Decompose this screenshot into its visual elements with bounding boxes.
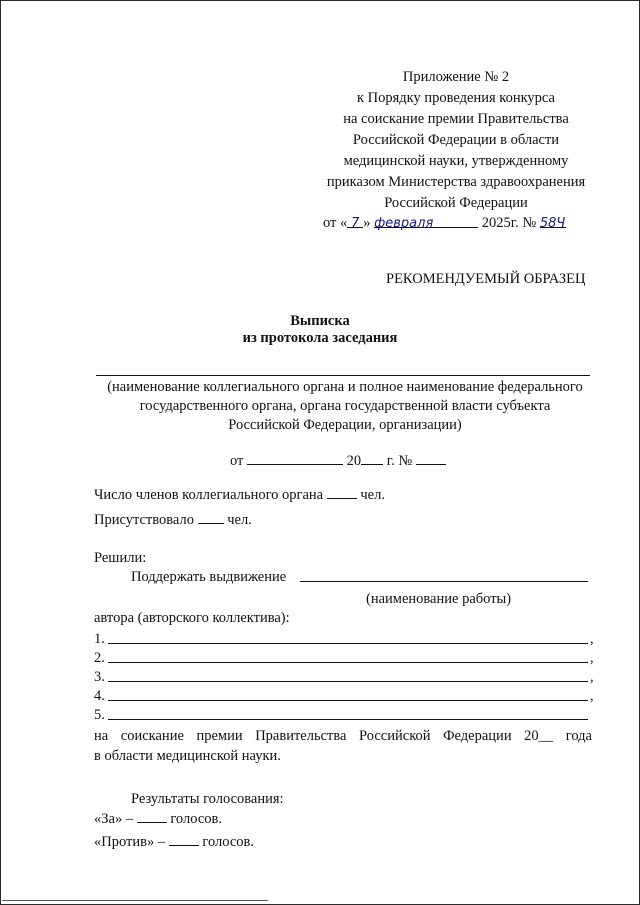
author-number: 5. [94,707,105,723]
sample-label: РЕКОМЕНДУЕМЫЙ ОБРАЗЕЦ [386,271,586,287]
nomination-line: в области медицинской науки. [94,748,281,764]
author-number: 4. [94,688,105,704]
members-count-unit: чел. [360,487,385,503]
footer-divider [2,900,268,901]
order-number-field [539,214,566,231]
vote-against-line [94,832,254,851]
header-line: Российской Федерации в области [352,132,560,148]
work-name-line [300,581,588,582]
author-line [108,700,588,701]
vote-against-field [169,832,199,846]
authors-label: автора (авторского коллектива): [94,610,290,626]
author-comma: , [590,631,594,647]
support-label: Поддержать выдвижение [131,569,287,585]
author-number: 1. [94,631,105,647]
protocol-date-line [230,451,446,470]
header-line: Приложение № 2 [402,69,510,85]
work-caption: (наименование работы) [366,591,512,607]
author-number: 3. [94,669,105,685]
vote-for-unit: голосов. [170,811,222,827]
order-month-field [374,214,478,231]
vote-against-unit: голосов. [202,834,255,850]
voting-heading: Результаты голосования: [131,791,284,807]
header-line: на соискание премии Правительства [343,111,569,127]
order-day: 7 [351,216,360,231]
author-line [108,662,588,663]
order-number: 58Ч [539,216,566,231]
order-date-mid: » [363,215,371,231]
protocol-year-field [361,451,383,465]
author-comma: , [590,688,594,704]
protocol-number-field [416,451,446,465]
vote-for-line [94,809,222,828]
doc-title: Выписка [290,313,350,329]
members-count-field [327,485,357,499]
vote-against-label: «Против» – [94,834,166,850]
header-line: медицинской науки, утвержденному [343,153,569,169]
protocol-date-prefix: от [230,453,244,469]
author-line [108,719,588,720]
order-month: февраля [374,216,434,231]
members-count-line [94,485,385,504]
order-g-no: г. № [510,215,537,231]
org-caption-line: государственного органа, органа государственной власти субъекта [139,398,551,414]
author-line [108,681,588,682]
org-name-line [96,375,590,376]
author-comma: , [590,650,594,666]
decision-heading: Решили: [94,550,147,566]
protocol-date-field [247,451,343,465]
protocol-g-no: г. № [386,453,413,469]
org-caption-line: (наименование коллегиального органа и полное наименование федерального [107,379,583,395]
members-present-field [198,510,224,524]
members-present-line [94,510,252,529]
vote-for-label: «За» – [94,811,134,827]
order-year: 2025 [481,215,511,231]
org-caption-line: Российской Федерации, организации) [228,417,462,433]
header-line: Российской Федерации [384,195,528,211]
members-count-label: Число членов коллегиального органа [94,487,324,503]
members-present-unit: чел. [227,512,252,528]
doc-subtitle: из протокола заседания [242,330,398,346]
order-date-prefix: от « [323,215,348,231]
author-comma: , [590,669,594,685]
header-line: к Порядку проведения конкурса [356,90,555,106]
order-day-field [347,214,363,231]
author-number: 2. [94,650,105,666]
order-date-line [323,214,566,232]
header-line: приказом Министерства здравоохранения [326,174,586,190]
author-line [108,643,588,644]
vote-for-field [137,809,167,823]
members-present-label: Присутствовало [94,512,194,528]
nomination-line: на соискание премии Правительства Российской Федерации 20__ года [94,728,592,744]
protocol-year-prefix: 20 [346,453,362,469]
